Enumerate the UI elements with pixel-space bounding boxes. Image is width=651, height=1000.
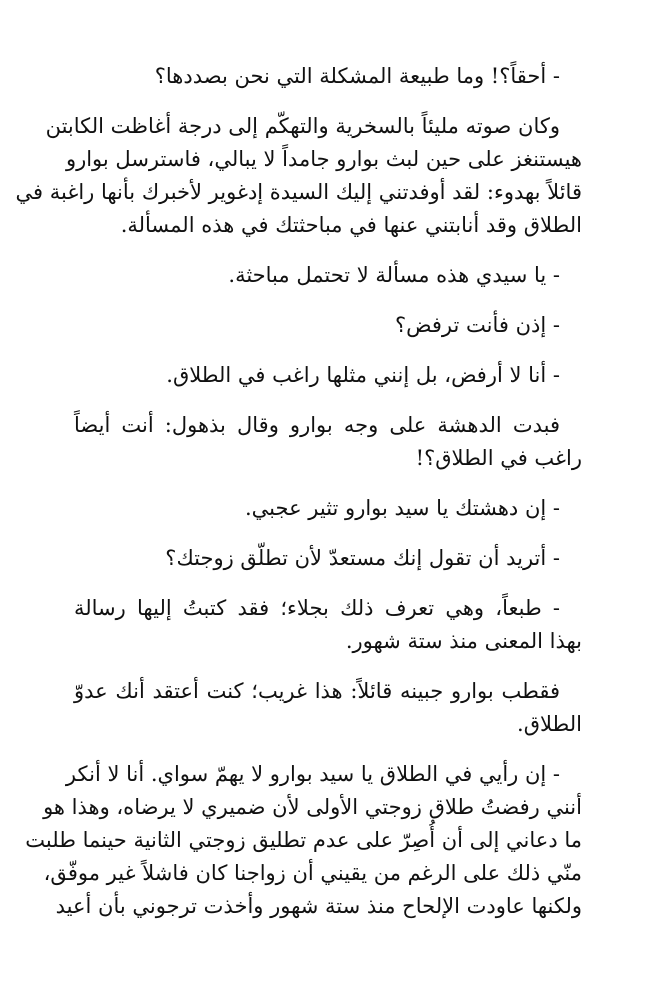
paragraph-1 bbox=[74, 60, 582, 93]
text-line: - أحقاً؟! وما طبيعة المشكلة التي نحن بصددها؟ bbox=[154, 64, 560, 88]
paragraph-9 bbox=[74, 592, 582, 658]
text-line: بهذا المعنى منذ ستة شهور. bbox=[345, 629, 582, 653]
text-line: - يا سيدي هذه مسألة لا تحتمل مباحثة. bbox=[228, 263, 560, 287]
text-line: فقطب بوارو جبينه قائلاً: هذا غريب؛ كنت أعتقد أنك عدوّ bbox=[74, 679, 560, 703]
paragraph-5 bbox=[74, 359, 582, 392]
text-line: - إن دهشتك يا سيد بوارو تثير عجبي. bbox=[245, 496, 560, 520]
text-line: الطلاق وقد أنابتني عنها في مباحثتك في هذه المسألة. bbox=[120, 213, 582, 237]
paragraph-4 bbox=[74, 309, 582, 342]
text-line: ما دعاني إلى أن أُصِرّ على عدم تطليق زوجتي الثانية حينما طلبت bbox=[25, 828, 582, 852]
text-line: - إذن فأنت ترفض؟ bbox=[395, 313, 560, 337]
text-line: الطلاق. bbox=[517, 712, 582, 736]
body-text bbox=[15, 60, 582, 923]
text-line: - إن رأيي في الطلاق يا سيد بوارو لا يهمّ سواي. أنا لا أنكر bbox=[65, 762, 560, 786]
text-line: راغب في الطلاق؟! bbox=[415, 446, 582, 470]
paragraph-3 bbox=[74, 259, 582, 292]
text-line: - أتريد أن تقول إنك مستعدّ لأن تطلّق زوجتك؟ bbox=[165, 546, 560, 570]
text-line: - أنا لا أرفض، بل إنني مثلها راغب في الطلاق. bbox=[166, 363, 560, 387]
text-line: ولكنها عاودت الإلحاح منذ ستة شهور وأخذت ترجوني بأن أعيد bbox=[55, 894, 582, 918]
text-line: منّي ذلك على الرغم من يقيني أن زواجنا كان فاشلاً غير موفّق، bbox=[43, 861, 582, 885]
paragraph-2 bbox=[15, 110, 582, 242]
paragraph-10 bbox=[74, 675, 582, 741]
paragraph-7 bbox=[74, 492, 582, 525]
text-line: - طبعاً، وهي تعرف ذلك بجلاء؛ فقد كتبتُ إليها رسالة bbox=[74, 596, 560, 620]
text-line: وكان صوته مليئاً بالسخرية والتهكّم إلى درجة أغاظت الكابتن bbox=[45, 114, 560, 138]
text-line: قائلاً بهدوء: لقد أوفدتني إليك السيدة إدغوير لأخبرك بأنها راغبة في bbox=[15, 180, 582, 204]
text-line: هيستنغز على حين لبث بوارو جامداً لا يبالي، فاسترسل بوارو bbox=[65, 147, 582, 171]
paragraph-6 bbox=[74, 409, 582, 475]
paragraph-11 bbox=[25, 758, 582, 923]
paragraph-8 bbox=[74, 542, 582, 575]
text-line: فبدت الدهشة على وجه بوارو وقال بذهول: أنت أيضاً bbox=[74, 413, 560, 437]
text-line: أنني رفضتُ طلاق زوجتي الأولى لأن ضميري لا يرضاه، وهذا هو bbox=[43, 795, 582, 819]
